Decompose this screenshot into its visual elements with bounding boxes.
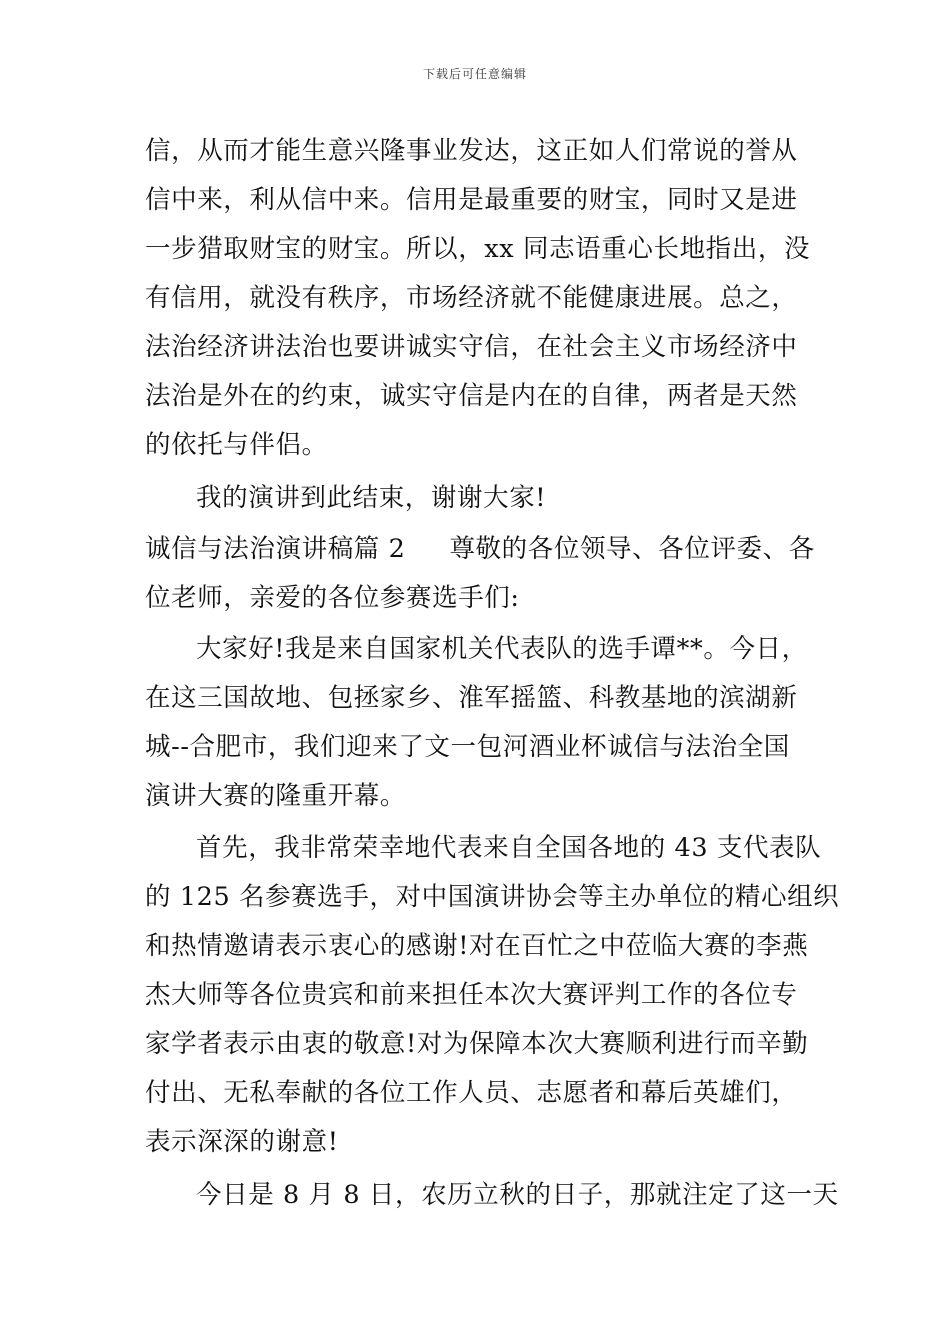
section-title: 诚信与法治演讲稿篇 2 [145,534,406,564]
text-line: 家学者表示由衷的敬意!对为保障本次大赛顺利进行而辛勤 [145,1029,809,1059]
text-line: 和热情邀请表示衷心的感谢!对在百忙之中莅临大赛的李燕 [145,931,809,961]
paragraph-first-line: 大家好!我是来自国家机关代表队的选手谭**。今日， [196,634,808,664]
text-line: 城--合肥市，我们迎来了文一包河酒业杯诚信与法治全国 [145,732,790,762]
text-line: 的依托与伴侣。 [145,430,328,460]
text-line: 位老师，亲爱的各位参赛选手们: [145,583,520,613]
text-line: 有信用，就没有秩序，市场经济就不能健康进展。总之， [145,283,798,313]
section-heading-line [145,531,815,567]
text-line: 法治是外在的约束，诚实守信是内在的自律，两者是天然 [145,381,798,411]
paragraph-first-line: 我的演讲到此结束，谢谢大家! [196,483,547,513]
paragraph-first-line: 今日是 8 月 8 日，农历立秋的日子，那就注定了这一天 [196,1180,839,1210]
text-line: 在这三国故地、包拯家乡、淮军摇篮、科教基地的滨湖新 [145,683,798,713]
text-line: 一步猎取财宝的财宝。所以，xx 同志语重心长地指出，没 [145,234,811,264]
text-line: 表示深深的谢意! [145,1127,339,1157]
text-line: 的 125 名参赛选手，对中国演讲协会等主办单位的精心组织 [145,882,840,912]
text-line: 杰大师等各位贵宾和前来担任本次大赛评判工作的各位专 [145,980,798,1010]
text-line: 演讲大赛的隆重开幕。 [145,781,407,811]
text-line: 信中来，利从信中来。信用是最重要的财宝，同时又是进 [145,185,798,215]
text-line: 信，从而才能生意兴隆事业发达，这正如人们常说的誉从 [145,136,798,166]
text-line: 法治经济讲法治也要讲诚实守信，在社会主义市场经济中 [145,332,798,362]
paragraph-first-line: 首先，我非常荣幸地代表来自全国各地的 43 支代表队 [196,833,822,863]
salutation: 尊敬的各位领导、各位评委、各 [449,534,815,564]
page-header: 下载后可任意编辑 [422,67,527,81]
text-line: 付出、无私奉献的各位工作人员、志愿者和幕后英雄们， [145,1078,798,1108]
